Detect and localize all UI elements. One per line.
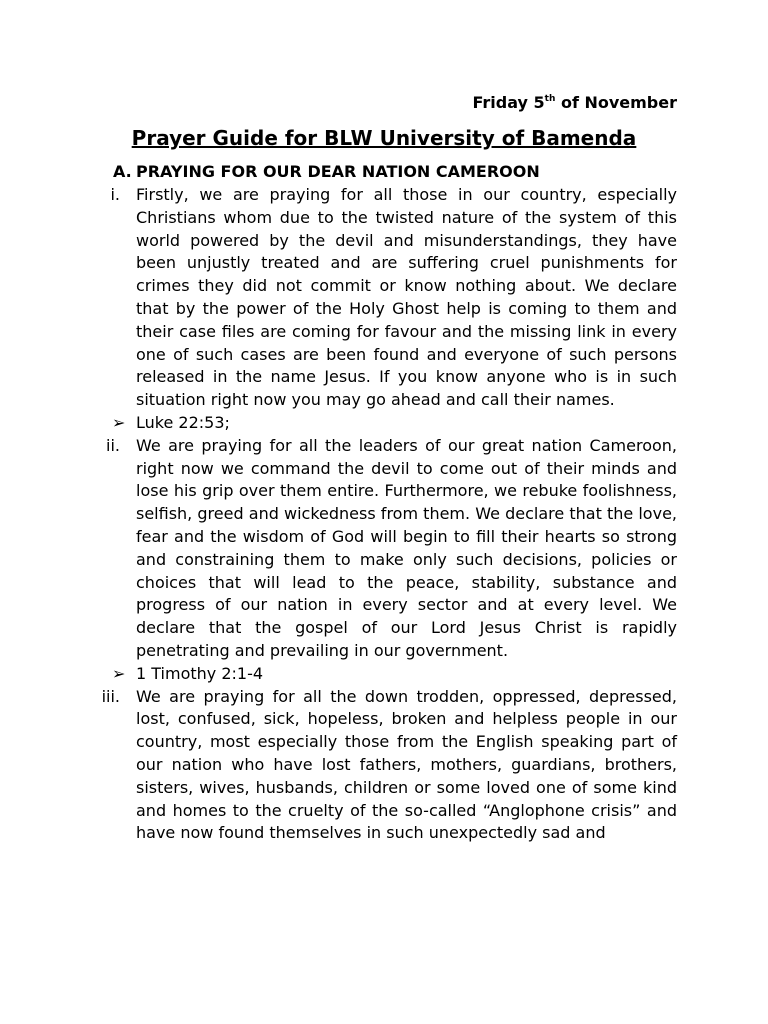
scripture-reference-text: Luke 22:53; — [136, 412, 230, 432]
prayer-item-text: We are praying for all the leaders of our great nation Cameroon, right now we command the devil to come out of their minds and lose his grip over them entire. Furthermore, we rebuke foolishness, selfish, greed and wickedness from them. We declare that the love, fear and the wisdom of God will begin to fill their hearts so strong and constraining them to make only such decisions, policies or choices that will lead to the peace, stability, substance and progress of our nation in every sector and at every level. We declare that the gospel of our Lord Jesus Christ is rapidly penetrating and prevailing in our government. — [136, 435, 677, 660]
arrow-bullet-icon: ➢ — [112, 663, 126, 683]
prayer-item-number: iii. — [101, 686, 120, 706]
prayer-item — [110, 184, 677, 412]
section-heading-text: PRAYING FOR OUR DEAR NATION CAMEROON — [136, 162, 540, 181]
prayer-item-text: We are praying for all the down trodden, oppressed, depressed, lost, confused, sick, hopeless, broken and helpless people in our country, most especially those from the English speaking part of our nation who have lost fathers, mothers, guardians, brothers, sisters, wives, husbands, children or some loved one of some kind and homes to the cruelty of the so-called “Anglophone crisis” and have now found themselves in such unexpectedly sad and — [136, 686, 677, 843]
section-letter: A. — [113, 162, 132, 181]
scripture-reference-text: 1 Timothy 2:1-4 — [136, 663, 264, 683]
document-date — [472, 92, 677, 114]
scripture-reference — [112, 663, 677, 686]
document-title: Prayer Guide for BLW University of Bamenda — [131, 126, 637, 150]
prayer-item — [106, 435, 677, 663]
prayer-item-number: i. — [110, 185, 120, 204]
date-prefix: Friday 5 — [472, 93, 545, 112]
prayer-item-number: ii. — [106, 435, 120, 455]
scripture-reference — [112, 412, 677, 435]
prayer-list — [101, 184, 677, 845]
date-ordinal-suffix: th — [544, 94, 556, 104]
section-heading — [113, 161, 540, 183]
prayer-item-text: Firstly, we are praying for all those in our country, especially Christians whom due to the twisted nature of the system of this world powered by the devil and misunderstandings, they have been unjustly treated and are suffering cruel punishments for crimes they did not commit or know nothing about. We declare that by the power of the Holy Ghost help is coming to them and their case files are coming for favour and the missing link in every one of such cases are been found and everyone of such persons released in the name Jesus. If you know anyone who is in such situation right now you may go ahead and call their names. — [136, 185, 677, 410]
prayer-item — [101, 686, 677, 846]
arrow-bullet-icon: ➢ — [112, 412, 126, 432]
date-suffix: of November — [555, 93, 677, 112]
